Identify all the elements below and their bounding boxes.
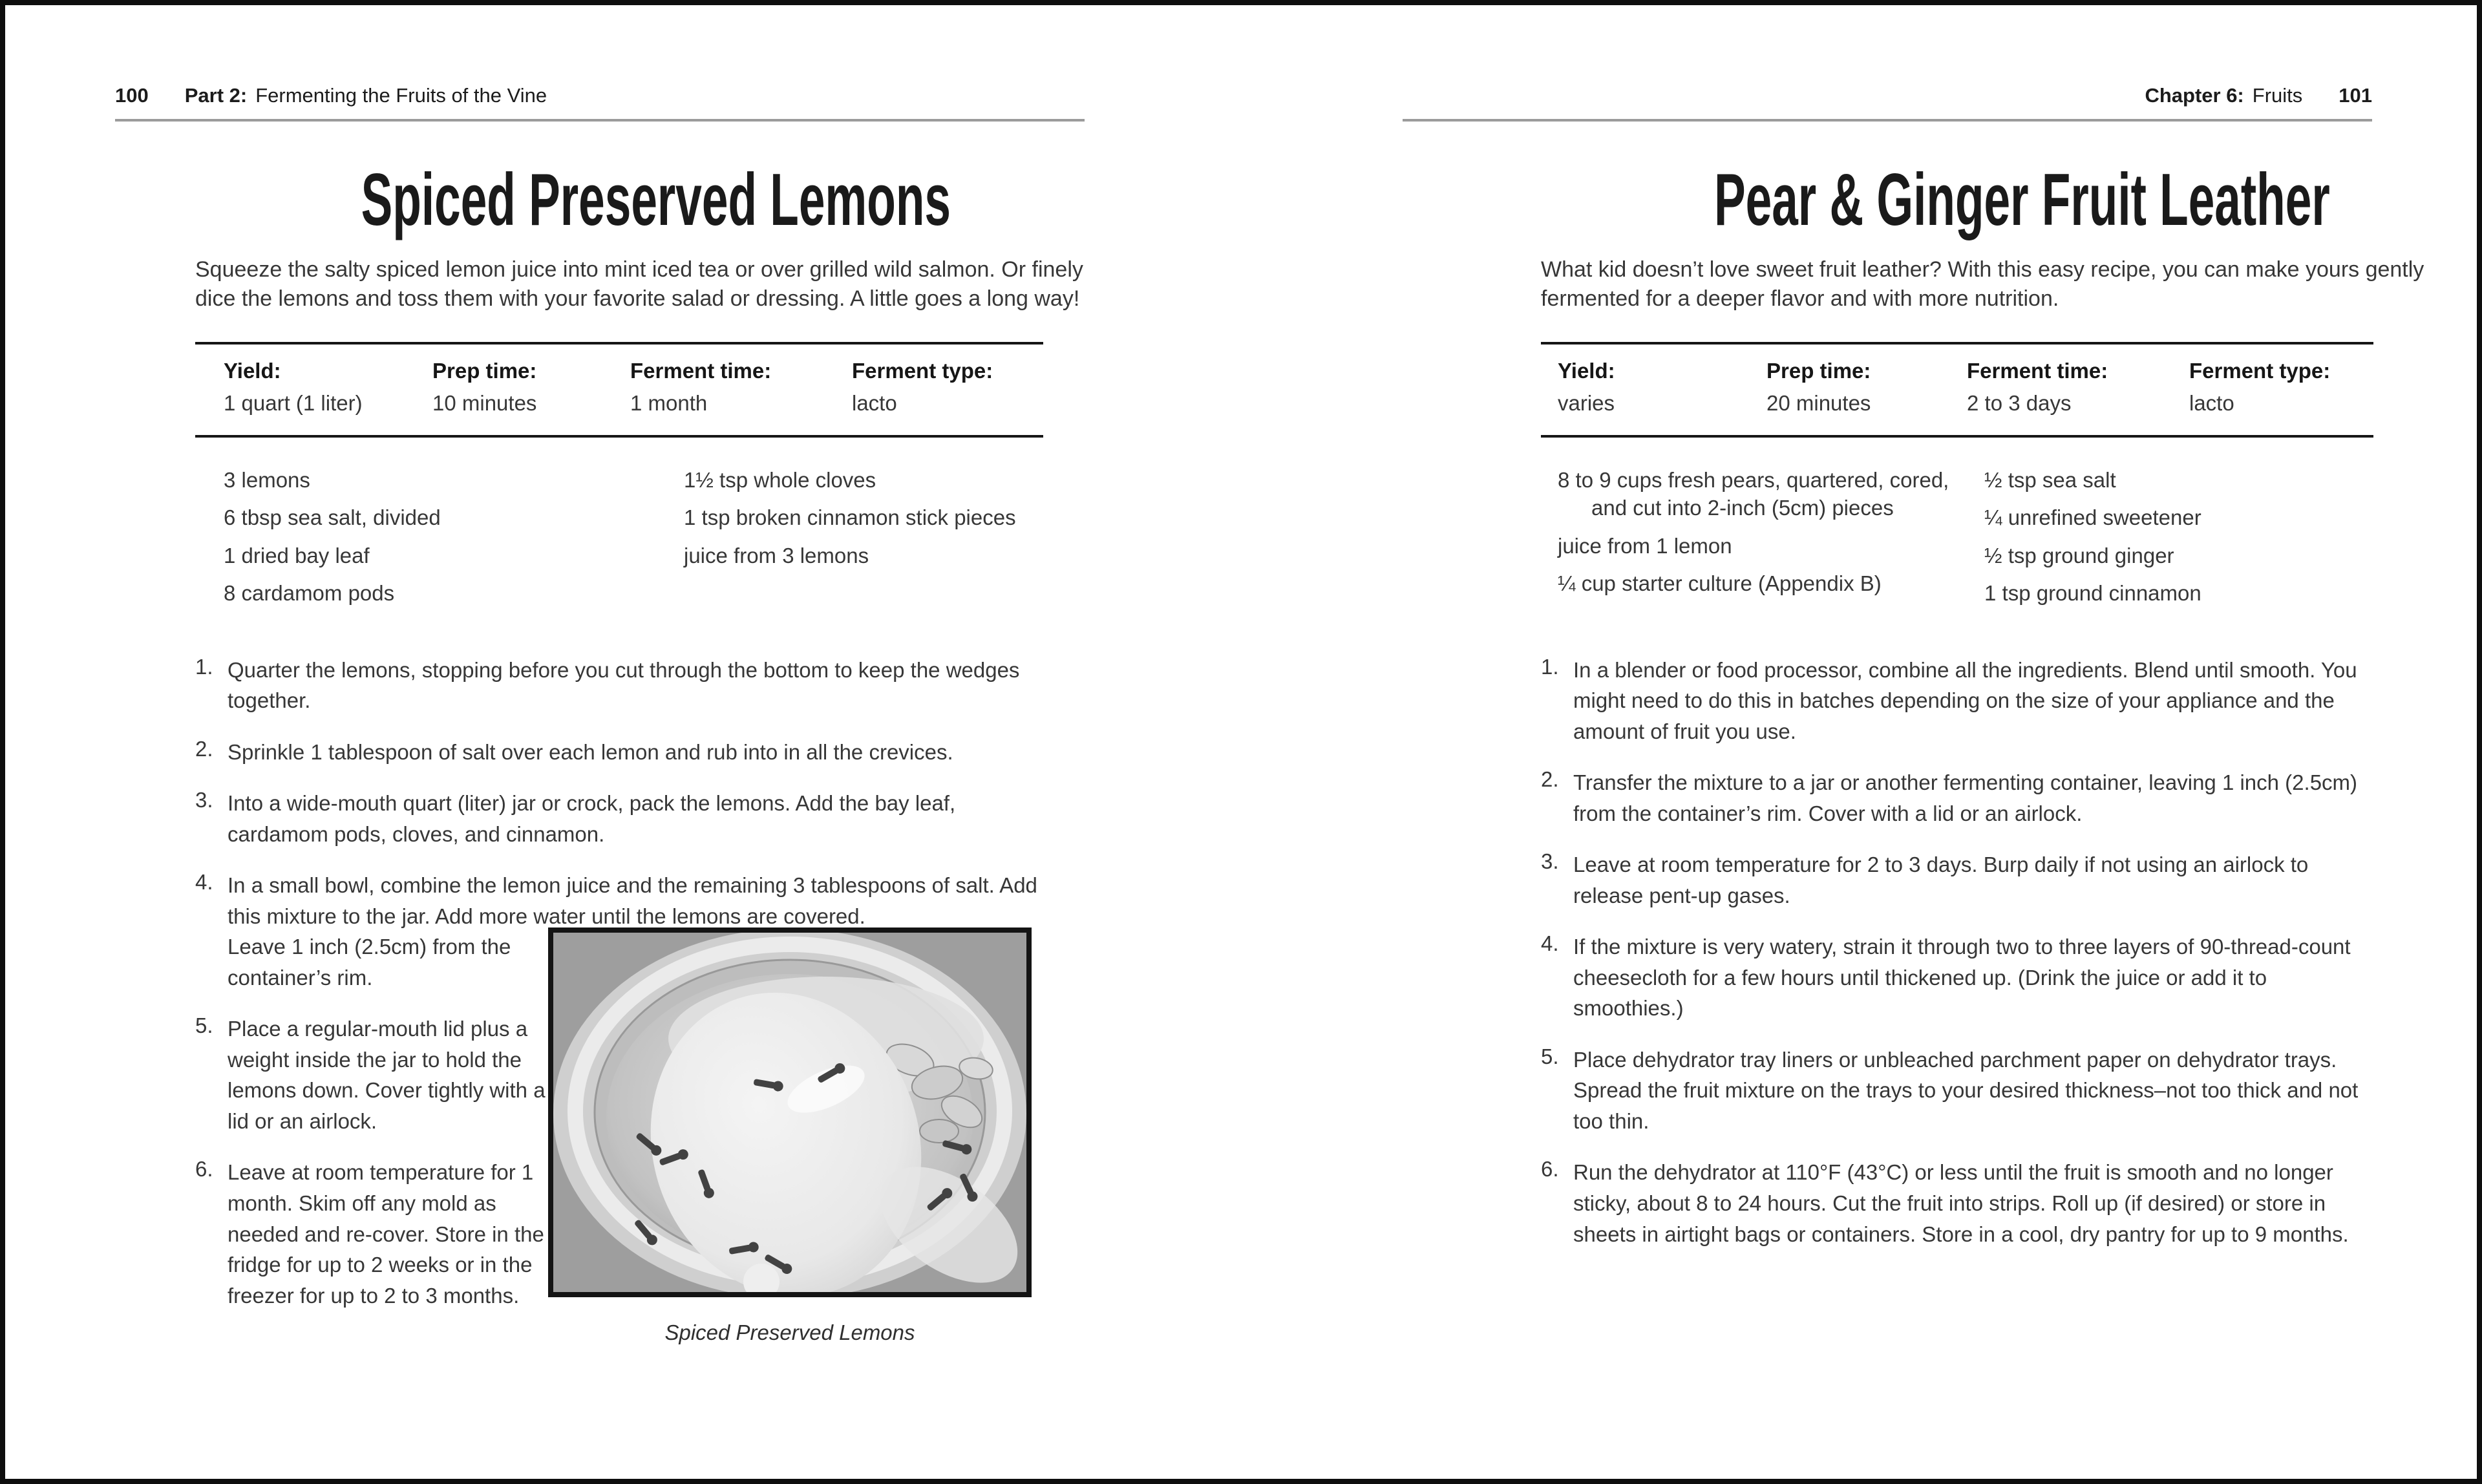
step-2: 2. Transfer the mixture to a jar or another fermenting container, leaving 1 inch (2.5cm) from the container’s rim. Cover with a lid or an airlock. [1541,767,2358,825]
meta-col-prep-time: Prep time: 20 minutes [1766,358,1871,415]
right-page-number: 101 [2339,84,2372,107]
step-5: 5. Place dehydrator tray liners or unbleached parchment paper on dehydrator trays. Spread the fruit mixture on the trays to your desired thickness–not too thick and not too thin. [1541,1044,2359,1133]
figure-caption: Spiced Preserved Lemons [664,1320,915,1345]
recipe-title-right: Pear & Ginger Fruit Leather [1713,159,2330,241]
ingredient: 8 to 9 cups fresh pears, quartered, cored, and cut into 2-inch (5cm) pieces [1558,467,1949,520]
recipe-intro-right: What kid doesn’t love sweet fruit leather? With this easy recipe, you can make yours gently fermented for a deeper flavor and with more nutrition. [1541,257,2424,311]
step-3: 3. Leave at room temperature for 2 to 3 days. Burp daily if not using an airlock to release pent-up gases. [1541,849,2309,907]
left-running-header [115,84,1085,122]
ingredient: juice from 3 lemons [684,543,869,567]
ingredient: 8 cardamom pods [224,581,395,606]
ingredient: 1½ tsp whole cloves [684,467,876,492]
ingredient: 3 lemons [224,467,310,492]
ingredient: ¼ cup starter culture (Appendix B) [1558,571,1882,596]
ingredients-column-1 [224,466,684,617]
right-page-content [1541,159,2424,1249]
narrow-step-column [195,931,552,1311]
recipe-meta-table-left [195,342,1043,438]
step-2: 2. Sprinkle 1 tablespoon of salt over each lemon and rub into in all the crevices. [195,736,953,764]
ingredients-list-left [195,466,1043,617]
section-label: Part 2: [184,84,248,107]
meta-col-prep-time: Prep time: 10 minutes [432,358,537,415]
ingredients-list-right [1541,466,2373,617]
left-page-number: 100 [115,84,149,107]
ingredient: ½ tsp sea salt [1984,467,2116,492]
ingredient: ½ tsp ground ginger [1984,543,2174,567]
method-steps-right [1541,655,2373,1249]
meta-col-ferment-type: Ferment type: lacto [852,358,993,415]
meta-col-yield: Yield: varies [1558,358,1615,415]
meta-col-ferment-type: Ferment type: lacto [2189,358,2331,415]
ingredients-column-2 [1984,466,2373,617]
recipe-meta-table-right [1541,342,2373,438]
chapter-title: Fruits [2252,84,2303,107]
ingredient: ¼ unrefined sweetener [1984,505,2201,530]
step-1: 1. Quarter the lemons, stopping before you cut through the bottom to keep the wedges together. [195,654,1020,713]
meta-col-ferment-time: Ferment time: 1 month [630,358,772,415]
method-steps-left [195,655,1043,1481]
page-right [1403,5,2424,1270]
step-4: 4. If the mixture is very watery, strain it through two to three layers of 90-thread-count cheesecloth for a few hours until thickened up. (Drink the juice or add it to smoothies.) [1541,931,2351,1021]
text-wrap-zone [195,931,1043,1481]
ingredient: 1 tsp broken cinnamon stick pieces [684,505,1016,530]
step-1: 1. In a blender or food processor, combine all the ingredients. Blend until smooth. You might need to do this in batches depending on the size of your appliance and the amount of fruit you use. [1541,654,2357,743]
ingredient: 1 dried bay leaf [224,543,370,567]
meta-col-ferment-time: Ferment time: 2 to 3 days [1967,358,2108,415]
recipe-figure [548,928,1032,1345]
page-left [115,5,1085,1481]
step-6: 6. Leave at room temperature for 1 month. Skim off any mold as needed and re-cover. Store in the fridge for up to 2 weeks or in the freezer for up to 2 to 3 months. [195,1157,544,1308]
section-title: Fermenting the Fruits of the Vine [255,84,547,107]
right-running-header [1403,84,2372,122]
ingredients-column-1 [1558,466,1984,617]
chapter-label: Chapter 6: [2145,84,2244,107]
ingredient: 1 tsp ground cinnamon [1984,581,2201,606]
step-4-continuation: Leave 1 inch (2.5cm) from the container’s rim. [228,935,511,990]
step-3: 3. Into a wide-mouth quart (liter) jar or crock, pack the lemons. Add the bay leaf, cardamom pods, cloves, and cinnamon. [195,788,956,846]
recipe-title-left: Spiced Preserved Lemons [361,159,951,241]
meta-col-yield: Yield: 1 quart (1 liter) [224,358,363,415]
recipe-intro-left: Squeeze the salty spiced lemon juice into mint iced tea or over grilled wild salmon. Or finely dice the lemons and toss them with your favorite salad or dressing. A little goes a long way! [195,257,1083,311]
preserved-lemons-photo [548,928,1032,1297]
ingredient: 6 tbsp sea salt, divided [224,505,441,530]
step-6: 6. Run the dehydrator at 110°F (43°C) or less until the fruit is smooth and no longer sticky, about 8 to 24 hours. Cut the fruit into strips. Roll up (if desired) or store in sheets in airtight bags or containers. Store in a cool, dry pantry for up to 9 months. [1541,1157,2349,1246]
step-4: 4. In a small bowl, combine the lemon juice and the remaining 3 tablespoons of salt. Add this mixture to the jar. Add more water until the lemons are covered. [195,870,1037,928]
ingredient: juice from 1 lemon [1558,533,1732,558]
step-5: 5. Place a regular-mouth lid plus a weight inside the jar to hold the lemons down. Cover tightly with a lid or an airlock. [195,1013,546,1133]
ingredients-column-2 [684,466,1043,617]
left-page-content [195,159,1083,1481]
